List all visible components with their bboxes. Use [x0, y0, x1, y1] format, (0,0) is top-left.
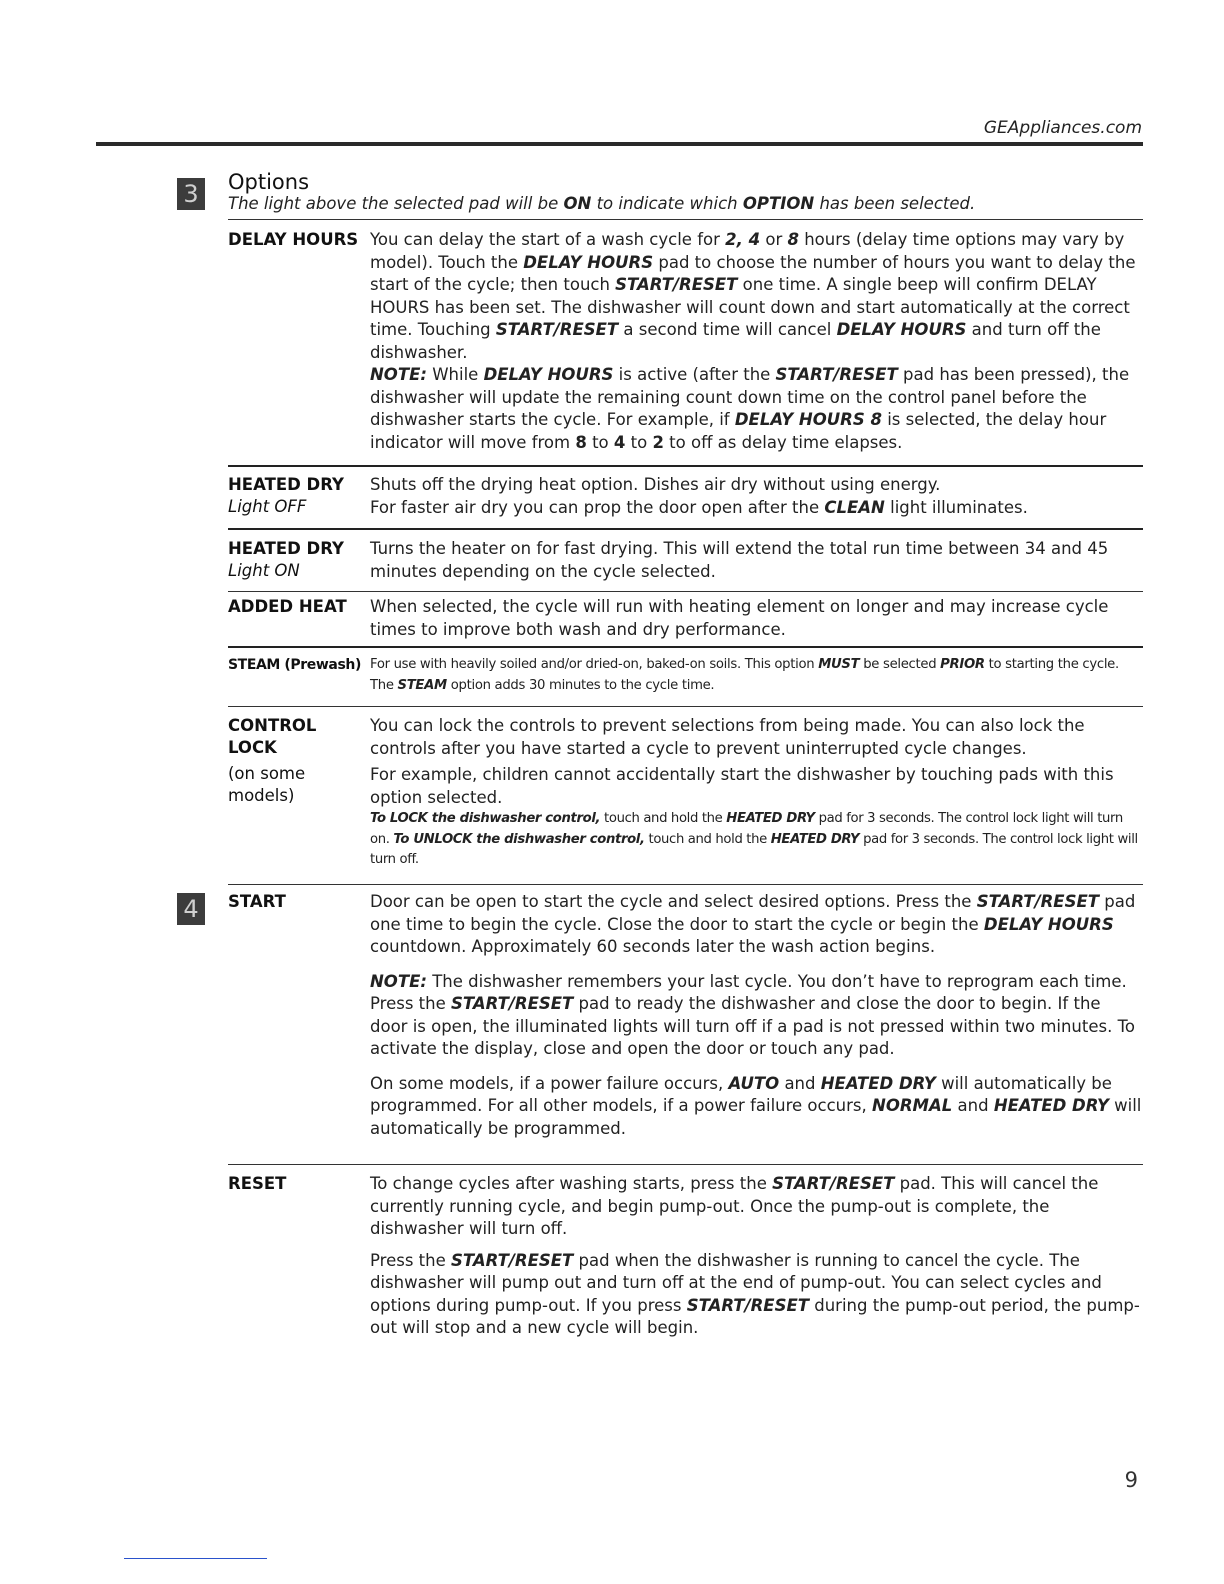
- heated-dry-on-title: HEATED DRY: [228, 539, 344, 558]
- heated-dry-off-title: HEATED DRY: [228, 475, 344, 494]
- divider: [228, 591, 1143, 592]
- heated-dry-off-line1: Shuts off the drying heat option. Dishes air dry without using energy.: [370, 475, 941, 494]
- control-lock-paragraph3: To LOCK the dishwasher control, touch and hold the HEATED DRY pad for 3 seconds. The control lock light will turn on. To UNLOCK the dishwasher control, touch and hold the HEATED DRY pad for 3 seconds. The control lock light will turn off.: [370, 811, 1138, 867]
- control-lock-paragraph1: You can lock the controls to prevent selections from being made. You can also lock the controls after you have started a cycle to prevent uninterrupted cycle changes.: [370, 716, 1085, 758]
- heated-dry-off-description: [370, 474, 1143, 519]
- control-lock-label-line1: CONTROL: [228, 716, 317, 735]
- step-number-badge: 4: [177, 893, 205, 925]
- control-lock-paragraph2: For example, children cannot accidentally start the dishwasher by touching pads with this option selected.: [370, 765, 1114, 807]
- start-label: START: [228, 892, 286, 911]
- divider: [228, 465, 1143, 467]
- delay-hours-paragraph: You can delay the start of a wash cycle for 2, 4 or 8 hours (delay time options may vary by model). Touch the DELAY HOURS pad to choose the number of hours you want to delay the start of the cycle; then touch START/RESET one time. A single beep will confirm DELAY HOURS has been set. The dishwasher will count down and start automatically at the correct time. Touching START/RESET a second time will cancel DELAY HOURS and turn off the dishwasher.: [370, 230, 1136, 362]
- control-lock-sublabel-line2: models): [228, 786, 295, 805]
- steam-description: For use with heavily soiled and/or dried-on, baked-on soils. This option MUST be selected PRIOR to starting the cycle. The STEAM option adds 30 minutes to the cycle time.: [370, 657, 1119, 693]
- heated-dry-on-description: Turns the heater on for fast drying. This will extend the total run time between 34 and 45 minutes depending on the cycle selected.: [370, 539, 1109, 581]
- start-description: [370, 891, 1143, 1140]
- page-number: 9: [1124, 1468, 1138, 1492]
- reset-label: RESET: [228, 1174, 287, 1193]
- added-heat-label: ADDED HEAT: [228, 597, 347, 616]
- delay-hours-note: NOTE: While DELAY HOURS is active (after the START/RESET pad has been pressed), the dishwasher will update the remaining count down time on the control panel before the dishwasher starts the cycle. For example, if DELAY HOURS 8 is selected, the delay hour indicator will move from 8 to 4 to 2 to off as delay time elapses.: [370, 365, 1130, 452]
- start-paragraph1: Door can be open to start the cycle and select desired options. Press the START/RESET pad one time to begin the cycle. Close the door to start the cycle or begin the DELAY HOURS countdown. Approximately 60 seconds later the wash action begins.: [370, 892, 1136, 956]
- heated-dry-off-sublabel: Light OFF: [228, 497, 307, 516]
- reset-paragraph2: Press the START/RESET pad when the dishwasher is running to cancel the cycle. The dishwasher will pump out and turn off at the end of pump-out. You can select cycles and options during pump-out. If you press START/RESET during the pump-out period, the pump-out will stop and a new cycle will begin.: [370, 1250, 1140, 1337]
- divider: [228, 1164, 1143, 1165]
- heated-dry-off-line2: For faster air dry you can prop the door open after the CLEAN light illuminates.: [370, 497, 1028, 517]
- control-lock-label: [228, 715, 368, 807]
- control-lock-label-line2: LOCK: [228, 738, 277, 757]
- divider: [228, 646, 1143, 648]
- divider: [228, 706, 1143, 707]
- divider: [228, 884, 1143, 885]
- control-lock-description: [370, 715, 1143, 871]
- divider: [228, 528, 1143, 530]
- site-url: GEAppliances.com: [983, 118, 1142, 138]
- step-number-badge: 3: [177, 178, 205, 210]
- reset-paragraph1: To change cycles after washing starts, press the START/RESET pad. This will cancel the currently running cycle, and begin pump-out. Once the pump-out is complete, the dishwasher will turn off.: [370, 1174, 1099, 1238]
- delay-hours-description: [370, 229, 1143, 454]
- heated-dry-on-sublabel: Light ON: [228, 561, 300, 580]
- start-note: NOTE: The dishwasher remembers your last cycle. You don’t have to reprogram each time. Press the START/RESET pad to ready the dishwasher and close the door to begin. If the door is open, the illuminated lights will turn off if a pad is not pressed within two minutes. To activate the display, close and open the door or touch any pad.: [370, 971, 1135, 1058]
- heated-dry-on-label: [228, 538, 368, 582]
- section-title: Options: [228, 170, 310, 194]
- footer-rule: [124, 1558, 267, 1559]
- steam-label: STEAM (Prewash): [228, 657, 361, 673]
- header-rule: [96, 142, 1143, 146]
- delay-hours-label: DELAY HOURS: [228, 230, 359, 249]
- start-paragraph3: On some models, if a power failure occurs, AUTO and HEATED DRY will automatically be programmed. For all other models, if a power failure occurs, NORMAL and HEATED DRY will automatically be programmed.: [370, 1073, 1142, 1138]
- heated-dry-off-label: [228, 474, 368, 518]
- control-lock-sublabel-line1: (on some: [228, 764, 306, 783]
- divider: [228, 219, 1143, 220]
- section-subtitle: The light above the selected pad will be ON to indicate which OPTION has been selected.: [228, 194, 976, 213]
- added-heat-description: When selected, the cycle will run with heating element on longer and may increase cycle times to improve both wash and dry performance.: [370, 597, 1109, 639]
- reset-description: [370, 1173, 1143, 1340]
